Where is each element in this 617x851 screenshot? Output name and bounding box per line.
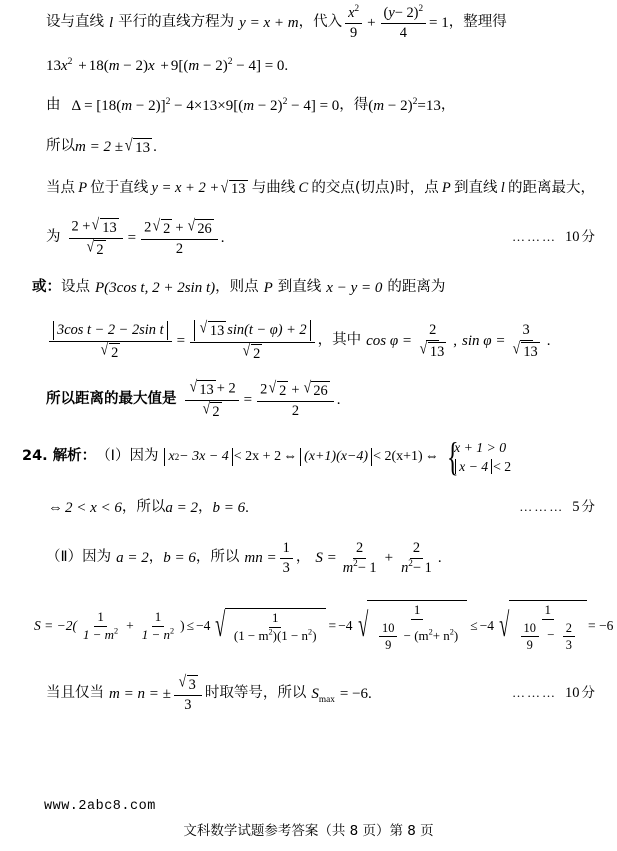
line5-b: 位于直线 <box>90 180 149 197</box>
m-value-eq: m = 2 ± <box>75 138 123 155</box>
line1-prefix: 设与直线 <box>46 14 104 31</box>
sqrt-13-cos: √ 13 <box>419 340 445 360</box>
line9-prefix: 所以距离的最大值是 <box>46 391 177 408</box>
iff-1: ⇔ <box>283 449 298 465</box>
mn-den: 3 <box>282 559 290 576</box>
equals-one: = 1 <box>429 14 449 31</box>
sqrt3-den: 3 <box>184 696 192 713</box>
footer-page-label: 文科数学试题参考答案（共 8 页）第 8 页 <box>183 823 434 839</box>
alt-method-label: 或： <box>32 279 61 296</box>
num-x-exp: 2 <box>354 3 360 14</box>
num-y: y <box>388 4 395 21</box>
max-value-fraction-1 <box>185 380 239 420</box>
radical-expr-1: √ $\frac{1}{(1 - m^2)(1 - n^2)}$ <box>211 608 325 644</box>
num-coef2-9: 2 <box>260 381 268 398</box>
line7-c: 到直线 <box>277 279 322 296</box>
discriminant-expression: $\Delta = [18(m - 2)]^2 - 4\times 13\times 9[(m - 2)^2 - 4] = 0$ <box>71 95 340 114</box>
r2-inner-den: 9 <box>385 637 392 652</box>
line-eq-xy0: x − y = 0 <box>326 279 383 296</box>
S1-num: 2 <box>353 540 366 559</box>
abs-expr-2-content: sin(t − φ) + 2 <box>227 321 307 338</box>
chain-frac-2 <box>139 610 177 643</box>
sqrt-13-sin-radicand: 13 <box>523 343 538 360</box>
mn-label: mn = <box>244 549 277 566</box>
distance-fraction-abs-1 <box>49 321 172 361</box>
radical-expr-2: √ 1 $\frac{10}{9}$ − $(m^2+ n^2)$ <box>354 600 468 652</box>
line14-prefix: 当且仅当 <box>46 685 104 702</box>
b-value: b = 6 <box>212 499 246 516</box>
sqrt-13: √ 13 <box>124 135 151 156</box>
sqrt-13-num: √ 13 <box>92 216 117 236</box>
line14-mid: 时取等号，所以 <box>204 685 307 702</box>
point-P-3: P <box>263 279 273 296</box>
S-max-term <box>311 686 335 703</box>
r2-rest-a: − (m <box>403 627 429 643</box>
c2-den: 1 − n <box>141 626 170 642</box>
a-value-2: a = 2 <box>116 549 149 566</box>
sqrt-2-den-9-radicand: 2 <box>212 403 220 420</box>
S-max-value: = −6 <box>339 685 369 702</box>
score-value-10b: 10 <box>565 685 580 702</box>
sqrt-26-num: √ 26 <box>187 217 212 237</box>
line5-a: 当点 <box>46 180 75 197</box>
ineq-1: < 2x + 2 <box>233 449 282 465</box>
case-2-bound: < 2 <box>493 458 512 474</box>
r3-minus: − <box>547 627 555 643</box>
sqrt-13-cos-radicand: 13 <box>429 343 445 360</box>
r2-e1: 2 <box>428 627 433 637</box>
solution-line-1 <box>0 0 617 46</box>
score-value: 10 <box>565 229 580 246</box>
chain-frac-1 <box>80 610 121 643</box>
question-24-line-2 <box>0 486 617 530</box>
line4-prefix: 所以 <box>46 138 75 155</box>
r3-f2-den: 3 <box>565 637 572 652</box>
b-value-2: b = 6 <box>163 549 196 566</box>
mn-fraction <box>280 540 293 576</box>
inner-frac-10-9-a <box>379 621 397 653</box>
line12-comma1: ， <box>148 549 164 566</box>
num-plus-9: + <box>291 381 300 398</box>
line7-d: 的距离为 <box>387 279 446 296</box>
line1-line-l: l <box>109 14 114 31</box>
solution-line-8 <box>0 310 617 372</box>
point-P-2: P <box>441 180 451 197</box>
line5-d: 的交点(切点)时，点 <box>311 180 439 197</box>
score-marker-10-a <box>512 230 595 246</box>
line1-equation: y = x + m <box>239 14 299 31</box>
sqrt-13-sin: √ 13 <box>513 340 538 360</box>
parametric-point: P(3cos t, 2 + 2sin t) <box>95 279 216 296</box>
num-minus2: − 2) <box>394 4 419 21</box>
question-24-line-1 <box>0 428 617 486</box>
equals-8: = <box>176 332 186 349</box>
analysis-label: 解析： <box>52 448 97 465</box>
sin-phi-label: sin φ = <box>462 332 506 349</box>
sqrt-2-den-9: √ 2 <box>202 400 220 420</box>
num-plus2: + 2 <box>216 380 236 397</box>
line3-prefix: 由 <box>46 97 61 114</box>
radicand-frac-2 <box>373 603 461 652</box>
line5-e: 到直线 <box>454 180 498 197</box>
chain-equals: = <box>328 617 337 633</box>
score-unit-10b: 分 <box>581 685 595 702</box>
c2-den-exp: 2 <box>169 626 175 636</box>
score-dots-5: ……… <box>519 499 565 515</box>
S1-den-exp: 2 <box>353 557 358 568</box>
line3-tail: ， <box>440 97 456 114</box>
abs-case-2-content: x − 4 <box>459 458 489 474</box>
r1-den-a: (1 − m <box>233 628 269 643</box>
line11-comma2: ， <box>198 499 213 516</box>
c1-num: 1 <box>94 610 106 627</box>
line14-tail: . <box>368 685 372 702</box>
S1-den-rest: − 1 <box>357 559 377 576</box>
discriminant-result: $(m - 2)^2=13$ <box>368 95 441 114</box>
line6-tail: . <box>220 229 225 246</box>
line12-comma2: ，所以 <box>195 549 240 566</box>
chain-final-value: = −6 <box>587 617 614 633</box>
sqrt-2-num-radicand: 2 <box>163 220 171 237</box>
sqrt-13-9: √ 13 <box>189 378 214 398</box>
question-number: 24. <box>22 448 48 465</box>
line3-mid: ，得 <box>339 97 369 114</box>
abs-expr-1 <box>53 321 168 340</box>
score-marker-5 <box>519 500 595 516</box>
chain-plus: + <box>126 617 134 633</box>
case-row-2 <box>454 459 511 474</box>
distance-fraction-abs-2 <box>190 320 315 362</box>
num-coef2: 2 <box>144 219 152 236</box>
S2-den-exp: 2 <box>408 557 413 568</box>
line12-comma3: ， <box>295 549 311 566</box>
a-value: a = 2 <box>165 499 199 516</box>
num-plus: + <box>175 219 184 236</box>
sqrt-3: √ 3 <box>178 673 196 693</box>
r1-den-b: )(1 − n <box>272 628 309 643</box>
page-footer <box>0 799 617 843</box>
solution-line-7-alt <box>0 266 617 310</box>
sqrt-13-line5-radicand: 13 <box>231 181 246 198</box>
coef-minus4-a: −4 <box>196 617 211 633</box>
r1-den-e1: 2 <box>268 627 273 637</box>
footer-url: www.2abc8.com <box>44 799 156 814</box>
equality-condition: m = n = ± <box>109 685 171 702</box>
line7-b: ，则点 <box>215 279 259 296</box>
line8-mid: ，其中 <box>317 332 362 349</box>
sqrt-26-num-9: √ 26 <box>303 379 328 399</box>
line6-prefix: 为 <box>46 229 61 246</box>
question-24-conclusion <box>0 666 617 722</box>
line5-c: 与曲线 <box>251 180 296 197</box>
abs-expr-2 <box>194 320 311 341</box>
S1-den-m: m <box>342 559 354 576</box>
S2-den-n: n <box>401 559 409 576</box>
score-dots: ……… <box>512 229 557 245</box>
line7-a: 设点 <box>61 279 90 296</box>
den-9: 9 <box>349 24 358 41</box>
S-subscript: max <box>318 694 335 705</box>
paren-open: ( <box>383 4 389 21</box>
plus-sign: + <box>367 14 376 31</box>
line5-f: 的距离最大， <box>507 180 595 197</box>
score-unit: 分 <box>581 229 595 246</box>
r3-num: 1 <box>542 603 554 620</box>
den-2: 2 <box>175 240 184 257</box>
cos-phi-label: cos φ = <box>366 332 413 349</box>
den-4: 4 <box>399 24 407 41</box>
sqrt-3-radicand: 3 <box>188 676 196 693</box>
S-term-1 <box>340 540 380 576</box>
question-24-inequality-chain <box>0 586 617 666</box>
ineq-2: < 2(x+1) <box>373 449 423 465</box>
r3-f1-den: 9 <box>526 637 533 652</box>
tangent-line-eq: y = x + 2 + <box>151 180 220 197</box>
quadratic-equation: $13x^2 + 18(m - 2)x + 9[(m - 2)^2 - 4] = 0$. <box>46 55 289 74</box>
line11-tail: . <box>245 499 249 516</box>
radicand-frac-3 <box>515 603 581 652</box>
r2-inner-num: 10 <box>379 621 397 637</box>
inner-frac-10-9-b <box>521 621 539 653</box>
coef-minus4-b: −4 <box>338 617 353 633</box>
abs-case-2 <box>455 459 492 474</box>
r3-f1-num: 10 <box>521 621 539 637</box>
sqrt-13-9-radicand: 13 <box>199 381 214 398</box>
solution-line-5 <box>0 168 617 210</box>
radical-expr-3: √ 1 $\frac{10}{9}$ − $\frac{2}{3}$ <box>495 600 587 652</box>
sin-phi-fraction <box>508 322 543 360</box>
max-distance-fraction-2 <box>141 219 218 257</box>
abs-factored-content: (x+1)(x−4) <box>304 449 369 465</box>
equals-1: = <box>127 229 137 246</box>
leq-1: ≤ <box>186 617 195 633</box>
solution-line-2 <box>0 46 617 86</box>
sqrt-2-den-8b-radicand: 2 <box>253 345 261 362</box>
max-value-fraction-2 <box>257 381 334 419</box>
num-exp: 2 <box>418 3 424 14</box>
cos-num: 2 <box>426 322 439 341</box>
system-of-inequalities <box>443 434 512 480</box>
c1-den-exp: 2 <box>114 626 119 636</box>
line-l-ref: l <box>500 180 505 197</box>
S-plus: + <box>384 549 394 566</box>
sqrt-2-num-9-radicand: 2 <box>279 382 287 399</box>
solution-line-6 <box>0 210 617 266</box>
sqrt-13-8: √ 13 <box>199 319 225 339</box>
iff-3: ⇔ <box>48 499 63 516</box>
abs-expr-1-content: 3cos t − 2 − 2sin t <box>57 321 164 338</box>
S2-den-rest: − 1 <box>412 559 432 576</box>
sqrt-2-den-radicand: 2 <box>96 241 104 258</box>
line1-mid: 平行的直线方程为 <box>118 14 235 31</box>
score-marker-10-b <box>512 686 595 702</box>
mn-num: 1 <box>280 540 293 559</box>
sqrt-13-line5: √ 13 <box>220 178 246 198</box>
r2-e2: 2 <box>449 627 454 637</box>
left-brace: { <box>446 434 459 480</box>
r1-num: 1 <box>269 611 281 628</box>
part-2-label: （Ⅱ） <box>46 549 83 566</box>
abs-q-x: x <box>168 449 175 465</box>
r2-rest-c: ) <box>453 627 459 643</box>
sqrt-26-num-radicand: 26 <box>197 220 212 237</box>
sqrt-2-num-9: √ 2 <box>268 379 287 399</box>
sqrt-13-num-radicand: 13 <box>102 219 117 236</box>
sqrt-2-den: √ 2 <box>86 238 104 258</box>
part-1-label: （Ⅰ） <box>96 448 130 465</box>
leq-2: ≤ <box>470 617 478 633</box>
line1-comma: ，代入 <box>298 14 343 31</box>
because-label: 因为 <box>129 448 159 465</box>
sqrt-2-num: √ 2 <box>152 217 171 237</box>
sqrt-2-den-8a-radicand: 2 <box>111 344 119 361</box>
line9-tail: . <box>336 391 341 408</box>
sqrt-2-den-8a: √ 2 <box>100 341 119 361</box>
solution-line-3 <box>0 86 617 126</box>
line12-tail: . <box>437 549 442 566</box>
r1-den-c: ) <box>312 628 317 643</box>
num-2plus: 2 + <box>71 218 91 235</box>
question-24-part-2 <box>0 530 617 586</box>
S-chain-start: S = −2( <box>34 617 77 633</box>
max-distance-fraction-1 <box>69 218 123 258</box>
curve-C: C <box>298 180 309 197</box>
iff-2: ⇔ <box>424 449 439 465</box>
c2-num: 1 <box>152 610 164 627</box>
abs-q-rest: − 3x − 4 <box>179 449 229 465</box>
sqrt-26-num-9-radicand: 26 <box>313 382 328 399</box>
S-label: S = <box>315 549 337 566</box>
line1-tail: ，整理得 <box>448 14 507 31</box>
abs-quadratic: x 2 − 3x − 4 <box>164 448 232 465</box>
sqrt3-over-3-fraction <box>174 675 202 713</box>
cos-phi-fraction <box>415 322 450 360</box>
den-2-9: 2 <box>291 402 300 419</box>
line4-tail: . <box>153 138 157 155</box>
chain-close-paren: ) <box>180 617 185 633</box>
ellipse-term-y2-over-4 <box>381 5 427 41</box>
line11-comma: ，所以 <box>121 499 166 516</box>
score-dots-10b: ……… <box>512 685 557 701</box>
abs-factored <box>300 448 372 465</box>
sin-num: 3 <box>520 322 533 341</box>
equals-9: = <box>243 391 253 408</box>
sqrt-13-radicand: 13 <box>135 139 151 156</box>
r2-num: 1 <box>411 603 423 620</box>
r1-den-e2: 2 <box>308 627 313 637</box>
x-range: 2 < x < 6 <box>65 499 122 516</box>
sqrt-13-8-radicand: 13 <box>209 322 225 339</box>
ellipse-term-x2-over-9 <box>345 5 362 41</box>
because-label-2: 因为 <box>82 549 112 566</box>
inner-frac-2-3 <box>563 621 575 653</box>
case-row-1 <box>454 440 511 455</box>
coef-minus4-c: −4 <box>479 617 495 633</box>
solution-line-9 <box>0 372 617 428</box>
score-unit-5: 分 <box>581 499 595 516</box>
case-1-content: x + 1 > 0 <box>454 440 507 456</box>
line8-comma: , <box>453 332 458 349</box>
r2-rest-b: + n <box>432 627 450 643</box>
c1-den: 1 − m <box>82 626 115 642</box>
num-x: x <box>348 4 355 21</box>
S2-num: 2 <box>410 540 423 559</box>
sqrt-2-den-8b: √ 2 <box>242 342 261 362</box>
S-term-2 <box>398 540 435 576</box>
solution-line-4 <box>0 126 617 168</box>
radicand-frac-1 <box>231 611 320 644</box>
line8-tail: . <box>546 332 551 349</box>
score-value-5: 5 <box>572 499 580 516</box>
point-P: P <box>78 180 88 197</box>
r3-f2-num: 2 <box>563 621 575 637</box>
S-symbol: S <box>311 685 319 702</box>
